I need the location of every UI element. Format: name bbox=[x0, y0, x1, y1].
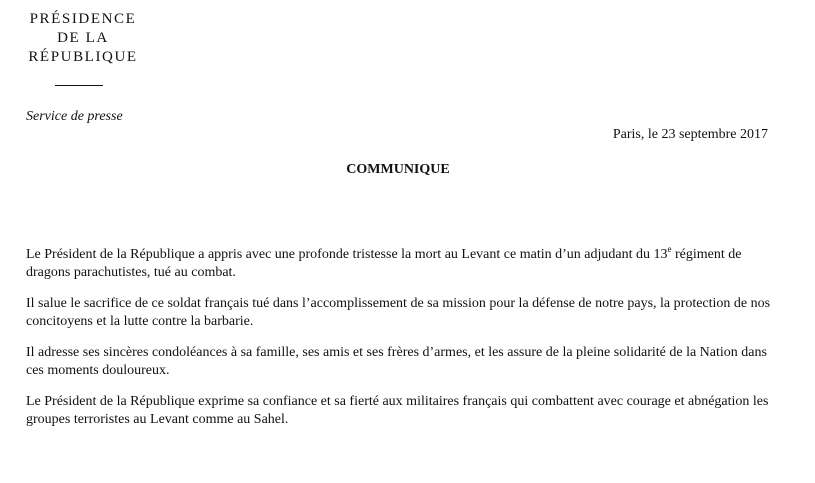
letterhead bbox=[24, 10, 142, 67]
paragraph-1-text-continued: régiment de dragons parachutistes, tué au combat. bbox=[26, 247, 742, 280]
ordinal-superscript: e bbox=[667, 244, 672, 254]
paragraph-3: Il adresse ses sincères condoléances à sa famille, ses amis et ses frères d’armes, et les assure de la pleine solidarité de la Nation dans ces moments douloureux. bbox=[26, 345, 767, 378]
letterhead-divider bbox=[55, 85, 103, 86]
dateline: Paris, le 23 septembre 2017 bbox=[612, 127, 768, 142]
service-label: Service de presse bbox=[26, 109, 123, 124]
paragraph-1 bbox=[26, 246, 778, 282]
letterhead-line-2: DE LA bbox=[57, 30, 109, 46]
paragraph-2: Il salue le sacrifice de ce soldat français tué dans l’accomplissement de sa mission pour la défense de notre pays, la protection de nos concitoyens et la lutte contre la barbarie. bbox=[26, 296, 771, 329]
document-title: COMMUNIQUE bbox=[346, 162, 450, 177]
paragraph-1-text: Le Président de la République a appris avec une profonde tristesse la mort au Levant ce matin d’un adjudant du 13 bbox=[26, 247, 668, 262]
press-release-body bbox=[26, 246, 778, 442]
letterhead-line-3: RÉPUBLIQUE bbox=[28, 49, 138, 65]
paragraph-4: Le Président de la République exprime sa confiance et sa fierté aux militaires français qui combattent avec courage et abnégation les groupes terroristes au Levant comme au Sahel. bbox=[26, 394, 769, 427]
letterhead-line-1: PRÉSIDENCE bbox=[29, 11, 137, 27]
